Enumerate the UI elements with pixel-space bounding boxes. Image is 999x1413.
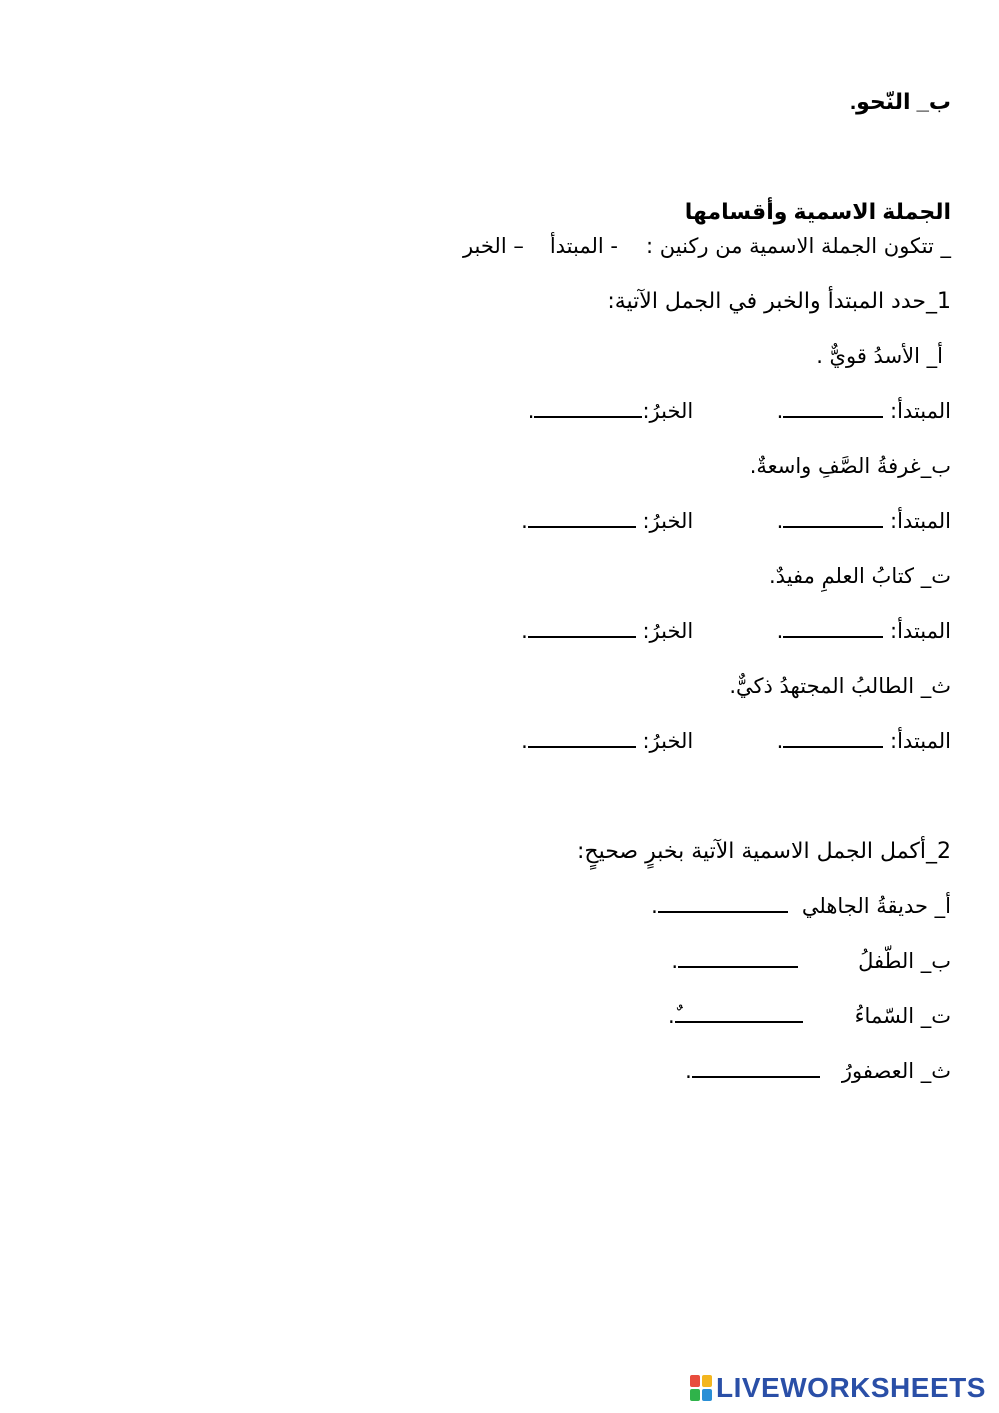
q2-prompt: أ_ حديقةُ الجاهلي [801, 894, 951, 918]
q1-sentence: ث_ الطالبُ المجتهدُ ذكيٌّ. [729, 674, 951, 698]
section-heading: ب_ النّحو. [850, 89, 951, 114]
answer-blank[interactable] [692, 1058, 820, 1078]
intro-part-predicate: – الخبر [462, 234, 524, 258]
predicate-label: الخبرُ: [642, 729, 694, 753]
q2-end: . [671, 949, 679, 973]
liveworksheets-logo [690, 1372, 986, 1404]
subject-blank[interactable] [783, 728, 883, 748]
subject-label: المبتدأ: [890, 399, 951, 423]
q2-item [668, 1003, 951, 1029]
intro-text: _ تتكون الجملة الاسمية من ركنين : [646, 234, 951, 258]
q2-end: . [651, 894, 658, 918]
answer-blank[interactable] [678, 948, 798, 968]
subject-label: المبتدأ: [890, 729, 951, 753]
q1-sentence: أ_ الأسدُ قويٌّ . [816, 344, 943, 368]
q1-sentence: ت_ كتابُ العلمِ مفيدٌ. [769, 564, 951, 588]
q2-item [651, 893, 951, 919]
intro-part-subject: - المبتدأ [549, 234, 618, 258]
subject-label: المبتدأ: [890, 619, 951, 643]
q2-prompt: ث_ العصفورُ [841, 1059, 951, 1083]
predicate-label: الخبرُ: [642, 619, 694, 643]
predicate-blank[interactable] [528, 508, 636, 528]
answer-blank[interactable] [658, 893, 788, 913]
q2-instruction: 2_أكمل الجمل الاسمية الآتية بخبرٍ صحيحٍ: [576, 839, 951, 864]
q2-prompt: ب_ الطّفلُ [858, 949, 951, 973]
predicate-blank[interactable] [534, 398, 642, 418]
topic-title: الجملة الاسمية وأقسامها [684, 199, 951, 224]
q1-answer-row: المبتدأ: . الخبرُ: . [521, 509, 951, 533]
subject-blank[interactable] [783, 618, 883, 638]
q2-item [685, 1058, 951, 1084]
q1-answer-row: المبتدأ: . الخبرُ: . [521, 619, 951, 643]
q1-answer-row: المبتدأ: . الخبرُ:. [527, 399, 951, 423]
predicate-label: الخبرُ: [642, 399, 694, 423]
subject-blank[interactable] [783, 398, 883, 418]
q1-sentence: ب_غرفةُ الصَّفِ واسعةٌ. [749, 454, 951, 478]
predicate-blank[interactable] [528, 728, 636, 748]
predicate-label: الخبرُ: [642, 509, 694, 533]
q2-prompt: ت_ السّماءُ [854, 1004, 951, 1028]
q2-end: ٌ. [667, 1004, 675, 1028]
predicate-blank[interactable] [528, 618, 636, 638]
q2-item [671, 948, 951, 974]
q1-instruction: 1_حدد المبتدأ والخبر في الجمل الآتية: [607, 289, 951, 314]
subject-blank[interactable] [783, 508, 883, 528]
q2-end: . [685, 1059, 692, 1083]
answer-blank[interactable] [675, 1003, 803, 1023]
liveworksheets-logo-icon [690, 1375, 712, 1401]
subject-label: المبتدأ: [890, 509, 951, 533]
intro-line [463, 233, 951, 259]
liveworksheets-logo-text: LIVEWORKSHEETS [716, 1372, 986, 1403]
q1-answer-row: المبتدأ: . الخبرُ: . [521, 729, 951, 753]
